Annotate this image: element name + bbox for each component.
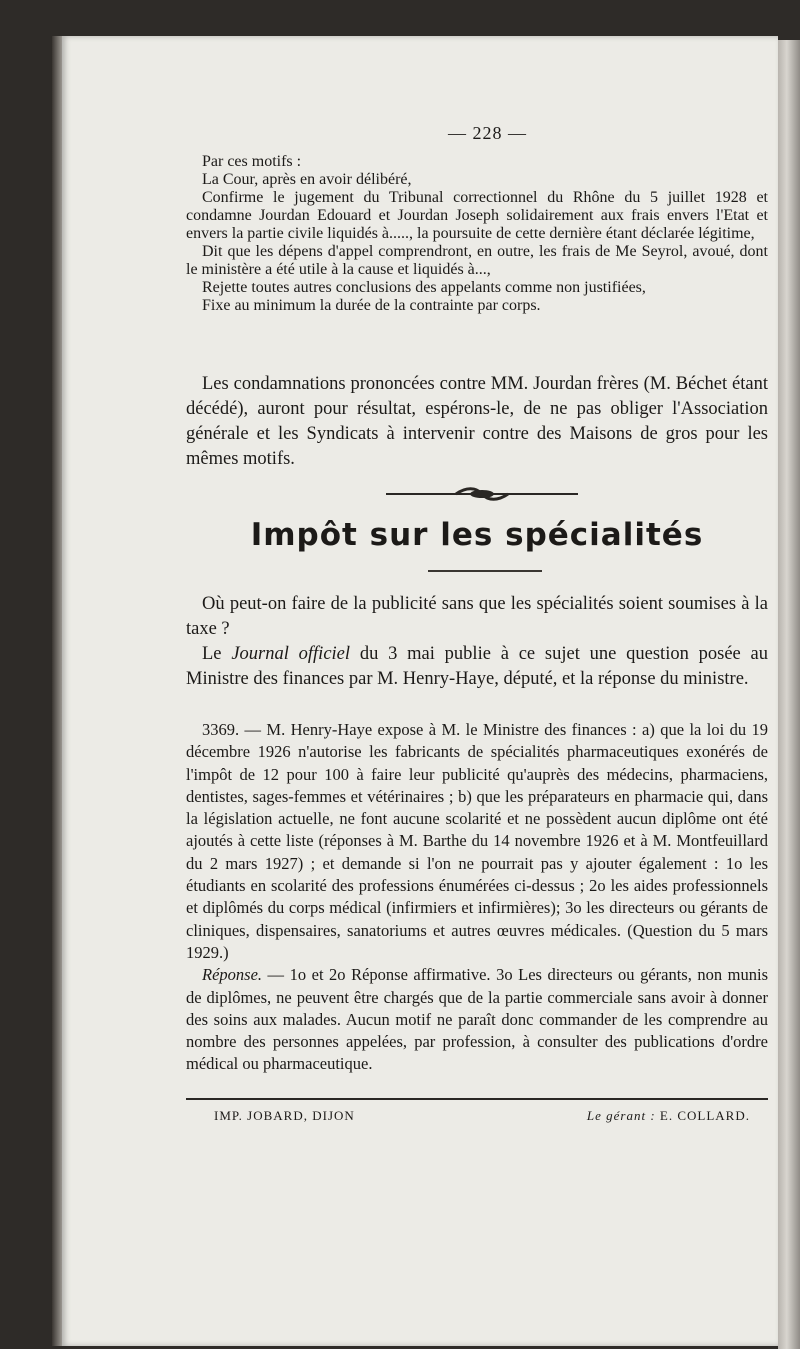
judgment-paragraph: Dit que les dépens d'appel comprendront, en outre, les frais de Me Seyrol, avoué, dont le ministère a été utile à la cause et liquidés à..., [186,243,768,278]
title-underline [428,570,542,572]
page-number: — 228 — [448,123,527,143]
judgment-paragraph: Confirme le jugement du Tribunal correctionnel du Rhône du 5 juillet 1928 et condamne Jourdan Edouard et Jourdan Joseph solidairement aux frais envers l'Etat et envers la partie civile liquidés à....., la poursuite de cette dernière étant déclarée légitime, [186,189,768,242]
section-intro [186,592,768,692]
printer-credit: IMP. JOBARD, DIJON [214,1108,355,1123]
conclusion-block [186,372,768,472]
manager-label: Le gérant : [586,1108,656,1123]
judgment-intro: Par ces motifs : [202,153,302,170]
section-title: Impôt sur les spécialités [250,517,704,553]
section-intro-paragraph [186,642,768,692]
footer-rule [186,1098,768,1100]
manager-name: E. COLLARD. [659,1108,750,1123]
journal-name: Journal officiel [231,644,351,664]
question-text: 3369. — M. Henry-Haye expose à M. le Ministre des finances : a) que la loi du 19 décembre 1926 n'autorise les fabricants de spécialités pharmaceutiques exonérés de l'impôt de 12 pour 100 à faire leur publicité qu'auprès des médecins, pharmaciens, dentistes, sages-femmes et vétérinaires ; b) que les préparateurs en pharmacie qui, dans la législation actuelle, ne font aucune scolarité et ne possèdent aucun diplôme ont été ajoutés à cette liste (réponses à M. Barthe du 14 novembre 1926 et à M. Montfeuillard du 2 mars 1927) ; et demande si l'on ne pourrait pas y ajouter également : 1o les étudiants en scolarité des professions énumérées ci-dessus ; 2o les aides professionnels et diplômés du corps médical (infirmiers et infirmières); 3o les directeurs ou gérants de cliniques, dispensaires, sanatoriums et autres œuvres médicales. (Question du 5 mars 1929.) [186,720,768,962]
judgment-paragraph: Rejette toutes autres conclusions des appelants comme non justifiées, [202,279,646,296]
answer-text: — 1o et 2o Réponse affirmative. 3o Les directeurs ou gérants, non munis de diplômes, ne peuvent être chargés que de la partie commerciale sans avoir à donner des soins aux malades. Aucun motif ne paraît donc commander de les comprendre au nombre des personnes appelées, par profession, à consulter des publications d'ordre médical ou pharmaceutique. [186,965,768,1074]
section-question: Où peut-on faire de la publicité sans que les spécialités soient soumises à la taxe ? [186,594,768,639]
book-spine-shadow [52,36,62,1346]
ornament-divider [386,486,578,502]
judgment-paragraph: Fixe au minimum la durée de la contrainte par corps. [202,297,541,314]
intro-prefix: Le [202,644,232,664]
conclusion-paragraph: Les condamnations prononcées contre MM. Jourdan frères (M. Béchet étant décédé), auront pour résultat, espérons-le, de ne pas obliger l'Association générale et les Syndicats à intervenir contre des Maisons de gros pour les mêmes motifs. [186,374,768,469]
judgment-paragraph: La Cour, après en avoir délibéré, [202,171,412,188]
intro-rest: du 3 mai publie à ce sujet une question posée au Ministre des finances par M. Henry-Haye, député, et la réponse du ministre. [186,644,768,689]
answer-label: Réponse. [202,965,263,985]
answer-paragraph [186,964,768,1075]
manager-credit [587,1108,750,1124]
question-answer-block [186,719,768,1076]
judgment-block [186,153,768,315]
page-edge [778,40,800,1349]
